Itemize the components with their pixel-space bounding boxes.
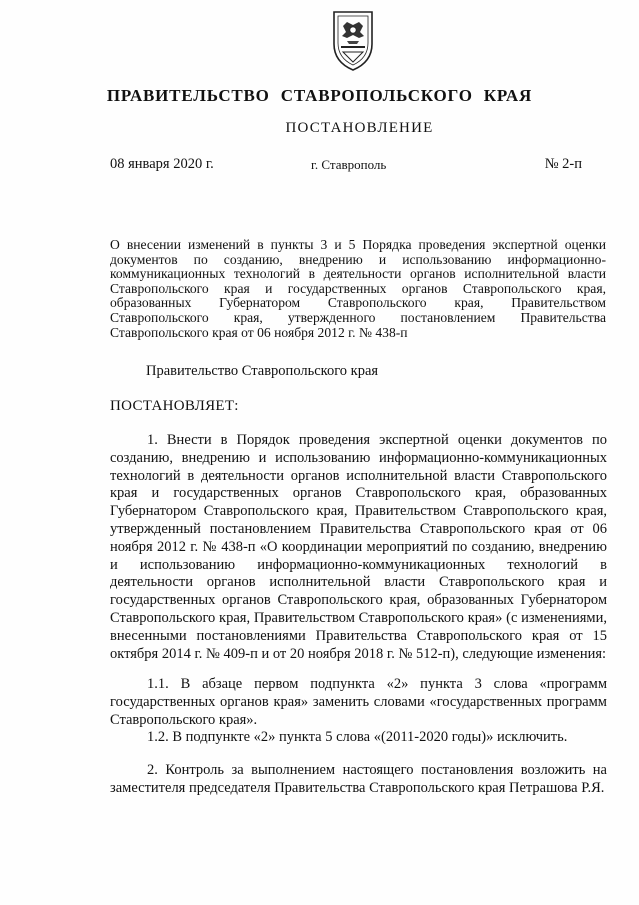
paragraph-text: 1.2. В подпункте «2» пункта 5 слова «(2011-2020 годы)» исключить. [147, 729, 568, 745]
coat-of-arms-icon [329, 8, 377, 72]
paragraph-2 [110, 762, 607, 798]
paragraph-text: 1. Внести в Порядок проведения экспертной оценки документов по созданию, внедрению и использованию информационно-коммуникационных технологий в деятельности органов исполнительной власти Ставропольского края и государственных органов Ставропольского края, образованных Губернатором Ставропольского края, Правительством Ставропольского края, утвержденный постановлением Правительства Ставропольского края от 06 ноября 2012 г. № 438-п «О координации мероприятий по созданию, внедрению и использованию информационно-коммуникационных технологий в деятельности органов исполнительной власти Ставропольского края и государственных органов Ставропольского края, образованных Губернатором Ставропольского края, Правительством Ставропольского края» (с изменениями, внесенными постановлениями Правительства Ставропольского края от 15 октября 2014 г. № 409-п и от 20 ноября 2018 г. № 512-п), следующие изменения: [110, 432, 607, 662]
paragraph-1-2 [110, 729, 607, 747]
document-number: № 2-п [544, 156, 582, 172]
paragraph-1-1 [110, 676, 607, 729]
paragraph-1 [110, 432, 607, 663]
document-subject: О внесении изменений в пункты 3 и 5 Порядка проведения экспертной оценки документов по созданию, внедрению и использованию информационно-коммуникационных технологий в деятельности органов исполнительной власти Ставропольского края и государственных органов Ставропольского края, образованных Губернатором Ставропольского края, Правительством Ставропольского края, утвержденного постановлением Правительства Ставропольского края от 06 ноября 2012 г. № 438-п [110, 237, 606, 340]
document-city: г. Ставрополь [311, 157, 387, 172]
document-date: 08 января 2020 г. [110, 156, 214, 172]
decree-heading: ПОСТАНОВЛЯЕТ: [110, 398, 239, 414]
paragraph-text: 1.1. В абзаце первом подпункта «2» пункта 3 слова «программ государственных органов края» заменить словами «государственных программ Ставропольского края». [110, 676, 607, 728]
document-type: ПОСТАНОВЛЕНИЕ [285, 120, 434, 136]
government-title: ПРАВИТЕЛЬСТВО СТАВРОПОЛЬСКОГО КРАЯ [106, 86, 533, 105]
preamble: Правительство Ставропольского края [146, 363, 379, 379]
paragraph-text: 2. Контроль за выполнением настоящего постановления возложить на заместителя председателя Правительства Ставропольского края Петрашова Р.Я. [110, 762, 607, 796]
